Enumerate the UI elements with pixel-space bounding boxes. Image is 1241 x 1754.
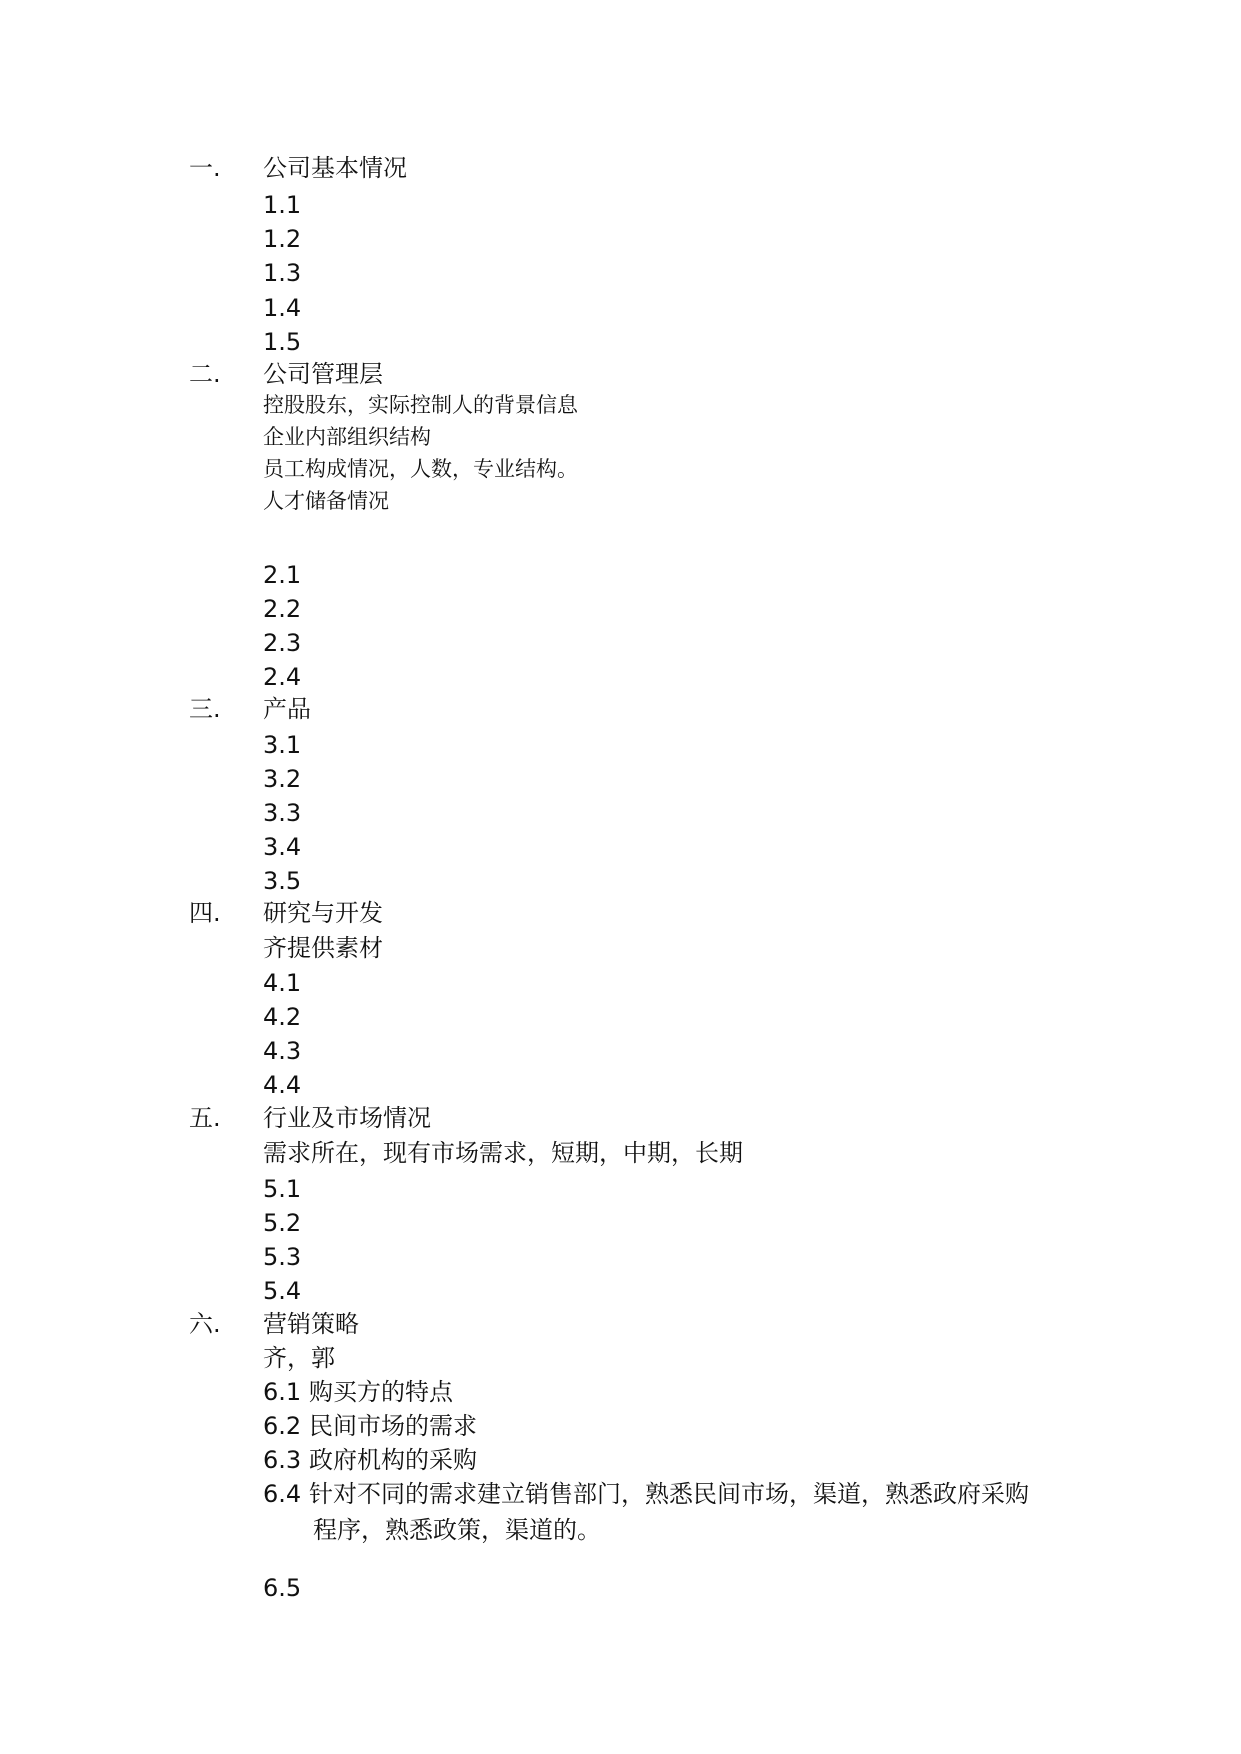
section-5-item: 5.1 [263,1175,302,1203]
section-6-number: 六. [189,1310,221,1338]
section-3-title: 产品 [263,695,311,723]
item-text: 针对不同的需求建立销售部门，熟悉民间市场，渠道，熟悉政府采购 [309,1480,1029,1508]
section-1-item: 1.4 [263,294,302,322]
section-4-note: 齐提供素材 [263,934,383,962]
section-5-item: 5.2 [263,1209,302,1237]
item-number: 6.1 [263,1378,302,1406]
section-6-item [263,1414,477,1438]
section-2-note: 控股股东，实际控制人的背景信息 [263,393,578,417]
section-2-item: 2.4 [263,663,302,691]
section-2-item: 2.3 [263,629,302,657]
section-3-item: 3.2 [263,765,302,793]
section-4-title: 研究与开发 [263,899,383,927]
section-4-item: 4.3 [263,1037,302,1065]
section-1-item: 1.5 [263,328,302,356]
section-6-title: 营销策略 [263,1310,359,1338]
section-4-item: 4.4 [263,1071,302,1099]
section-1-title: 公司基本情况 [263,154,407,182]
section-5-number: 五. [189,1104,221,1132]
section-1-item: 1.3 [263,259,302,287]
section-6-item [263,1380,453,1404]
section-5-title: 行业及市场情况 [263,1104,431,1132]
item-number: 6.4 [263,1480,302,1508]
section-2-title: 公司管理层 [263,360,383,388]
section-2-number: 二. [189,360,221,388]
section-6-item [263,1482,1029,1506]
section-6-item-continuation: 程序，熟悉政策，渠道的。 [313,1516,601,1544]
section-3-item: 3.5 [263,867,302,895]
section-6-item [263,1576,309,1600]
section-5-item: 5.3 [263,1243,302,1271]
section-3-number: 三. [189,695,221,723]
item-number: 6.3 [263,1446,302,1474]
section-4-number: 四. [189,899,221,927]
item-text: 政府机构的采购 [309,1446,477,1474]
section-4-item: 4.1 [263,969,302,997]
section-6-item [263,1448,477,1472]
section-4-item: 4.2 [263,1003,302,1031]
section-3-item: 3.1 [263,731,302,759]
section-2-note: 人才储备情况 [263,489,389,513]
section-5-item: 5.4 [263,1277,302,1305]
item-text: 民间市场的需求 [309,1412,477,1440]
section-1-item: 1.2 [263,225,302,253]
item-number: 6.2 [263,1412,302,1440]
section-2-note: 企业内部组织结构 [263,425,431,449]
section-6-note: 齐，郭 [263,1344,335,1372]
section-2-item: 2.2 [263,595,302,623]
section-2-note: 员工构成情况，人数，专业结构。 [263,457,578,481]
section-3-item: 3.4 [263,833,302,861]
item-number: 6.5 [263,1574,302,1602]
section-1-item: 1.1 [263,191,302,219]
section-2-item: 2.1 [263,561,302,589]
section-1-number: 一. [189,154,221,182]
section-5-note: 需求所在，现有市场需求，短期，中期，长期 [263,1139,743,1167]
section-3-item: 3.3 [263,799,302,827]
item-text: 购买方的特点 [309,1378,453,1406]
